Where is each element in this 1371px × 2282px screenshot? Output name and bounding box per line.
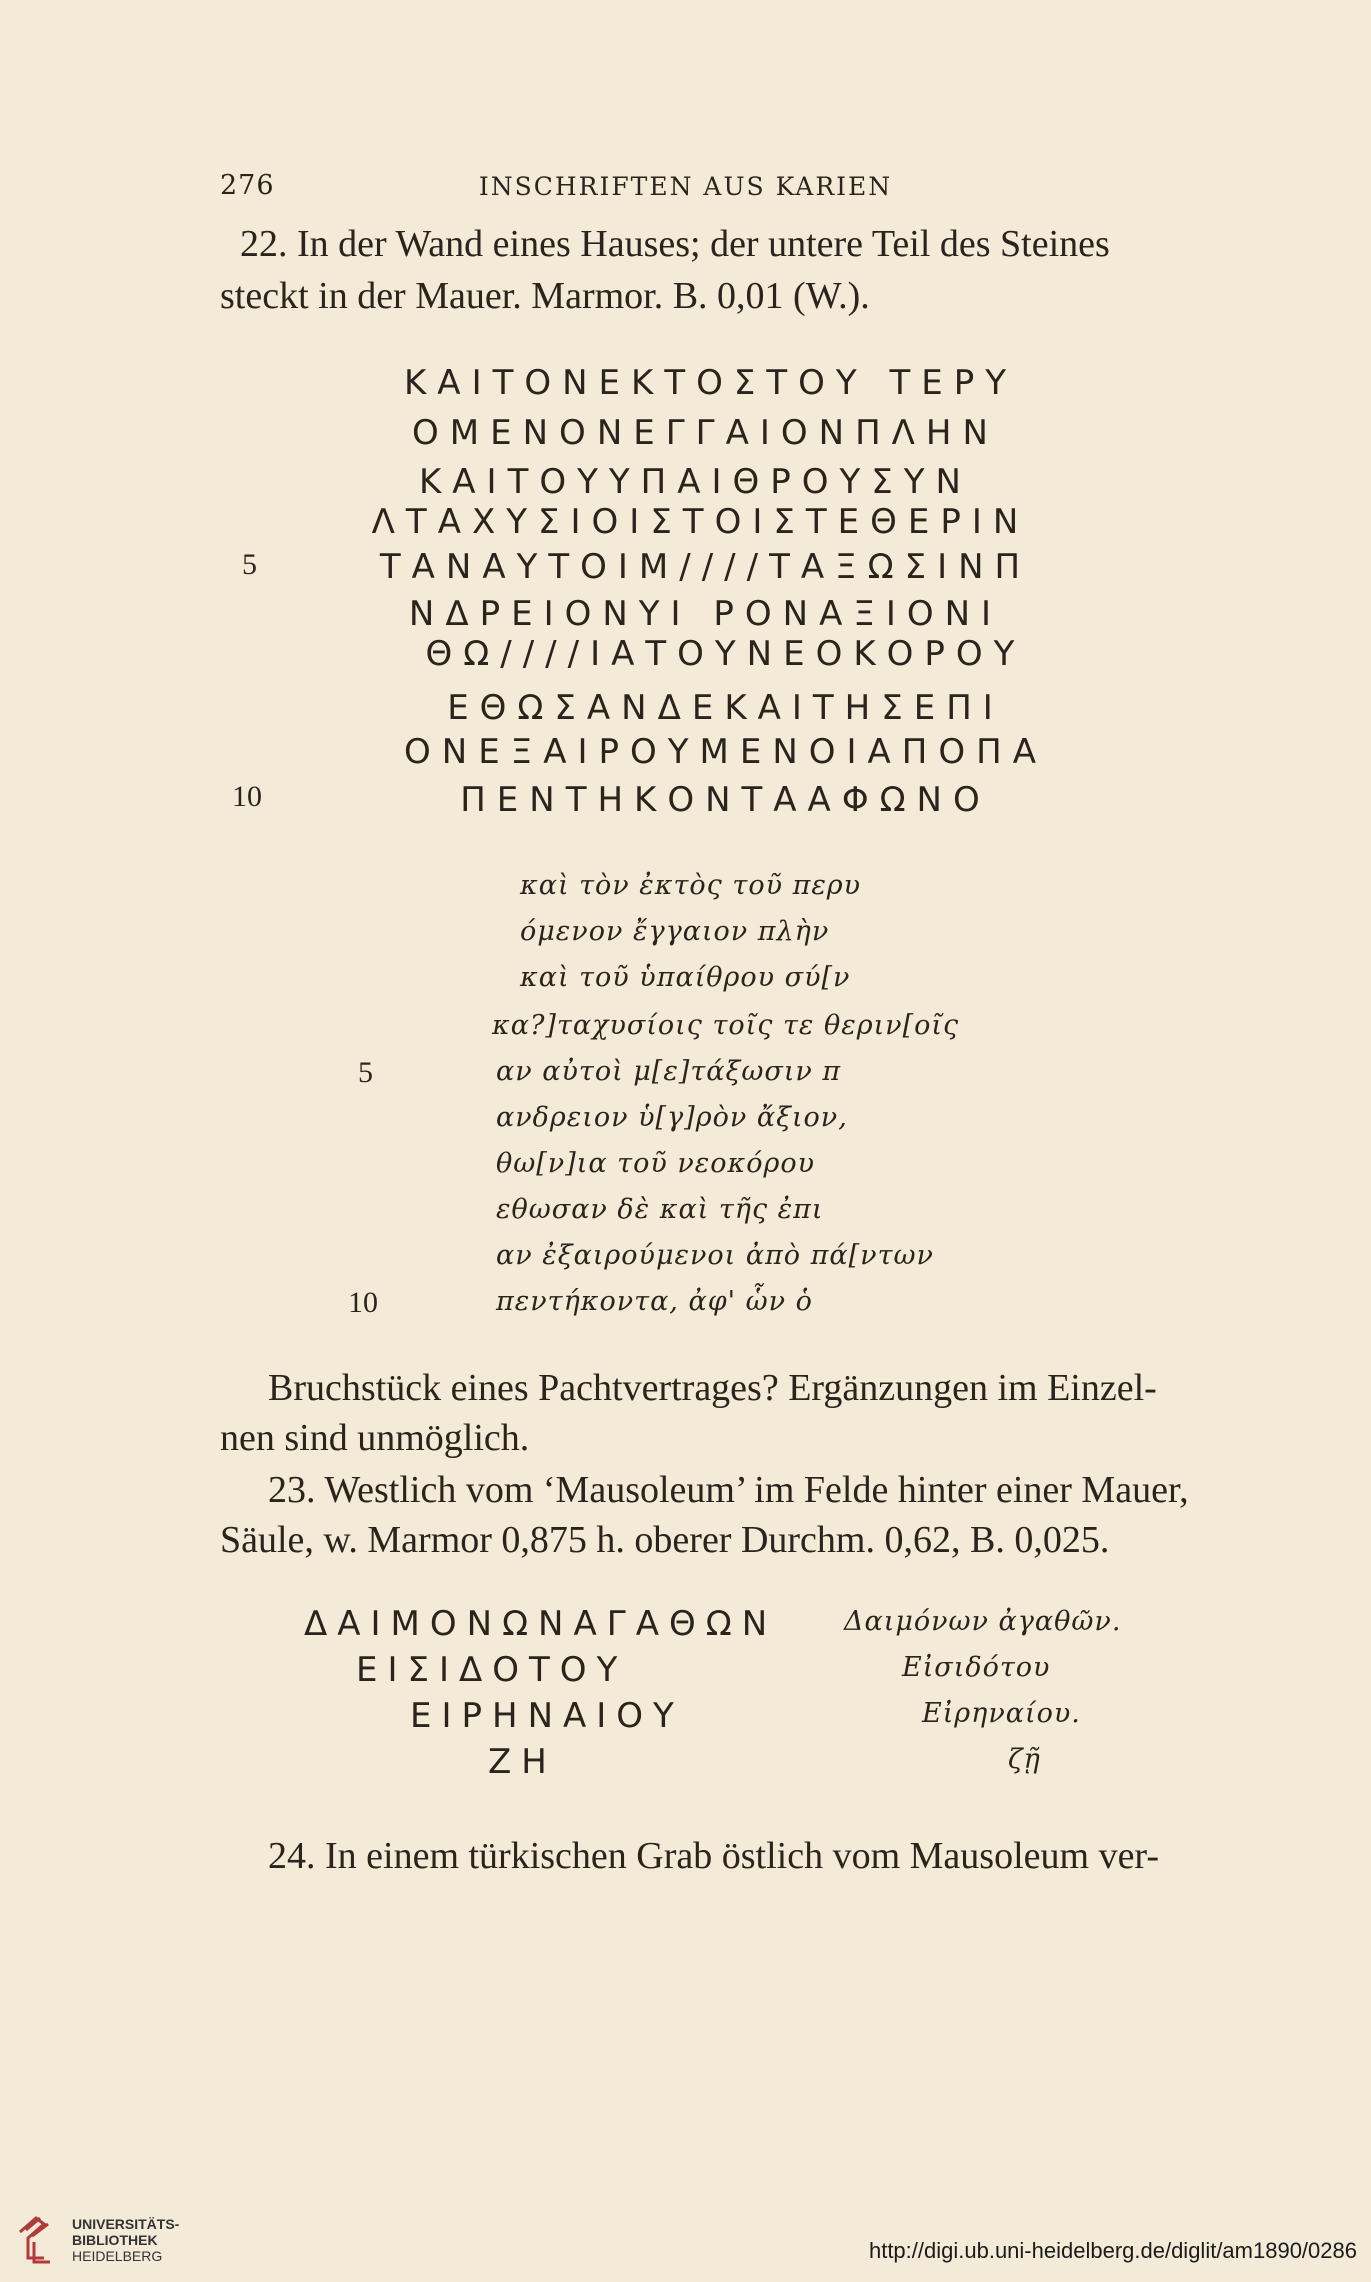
library-name-line-2: BIBLIOTHEK <box>72 2232 158 2248</box>
greek-line: αν ἐξαιρούμενοι ἀπὸ πά[ντων <box>496 1240 934 1271</box>
uncial-line: ΠΕΝΤΗΚΟΝΤΑΑΦΩΝΟ <box>460 780 991 820</box>
line-number: 5 <box>242 548 257 581</box>
entry-22-line-1: 22. In der Wand eines Hauses; der untere Teil des Steines <box>240 223 1110 265</box>
uncial-line: ΟΝΕΞΑΙΡΟΥΜΕΝΟΙΑΠΟΠΑ <box>404 732 1047 772</box>
greek-line: ανδρειον ὑ[γ]ρὸν ἄξιον, <box>496 1102 848 1133</box>
uncial-line: ΝΔΡΕΙΟΝΥΙ ΡΟΝΑΞΙΟΝΙ <box>408 594 1003 634</box>
greek-line: θω[ν]ια τοῦ νεοκόρου <box>496 1148 816 1179</box>
greek-line: κα?]ταχυσίοις τοῖς τε θεριν[οῖς <box>492 1010 960 1041</box>
greek-line: Δαιμόνων ἀγαθῶν. <box>844 1606 1122 1637</box>
uncial-line: ΤΑΝΑΥΤΟΙΜ////ΤΑΞΩΣΙΝΠ <box>379 547 1032 587</box>
entry-23-line-2: Säule, w. Marmor 0,875 h. oberer Durchm. 0,62, B. 0,025. <box>220 1519 1110 1561</box>
uncial-line: ΕΙΣΙΔΟΤΟΥ <box>356 1650 628 1690</box>
uncial-line: ΔΑΙΜΟΝΩΝΑΓΑΘΩΝ <box>304 1604 778 1644</box>
greek-line: Εἰσιδότου <box>902 1652 1051 1683</box>
library-name-line-3: HEIDELBERG <box>72 2248 163 2264</box>
running-title: INSCHRIFTEN AUS KARIEN <box>478 172 893 201</box>
line-number: 10 <box>232 780 262 813</box>
commentary-line-2: nen sind unmöglich. <box>220 1417 530 1459</box>
greek-line: εθωσαν δὲ καὶ τῆς ἐπι <box>496 1194 824 1225</box>
entry-24-line-1: 24. In einem türkischen Grab östlich vom Mausoleum ver- <box>268 1835 1159 1877</box>
entry-22-line-2: steckt in der Mauer. Marmor. B. 0,01 (W.). <box>220 275 870 317</box>
line-number: 10 <box>348 1286 378 1319</box>
library-name-line-1: UNIVERSITÄTS- <box>72 2216 180 2232</box>
greek-line: καὶ τοῦ ὑπαίθρου σύ[ν <box>520 962 851 993</box>
entry-23-line-1: 23. Westlich vom ‘Mausoleum’ im Felde hinter einer Mauer, <box>268 1469 1189 1511</box>
uncial-line: ΕΘΩΣΑΝΔΕΚΑΙΤΗΣΕΠΙ <box>447 688 1004 728</box>
greek-line: ζῇ <box>1008 1744 1041 1775</box>
greek-line: αν αὐτοὶ μ[ε]τάξωσιν π <box>496 1056 842 1087</box>
uncial-line: ΚΑΙΤΟΥΥΠΑΙΘΡΟΥΣΥΝ <box>419 462 972 502</box>
uncial-line: ΕΙΡΗΝΑΙΟΥ <box>410 1696 684 1736</box>
greek-line: όμενον ἔγγαιον πλὴν <box>520 916 830 947</box>
line-number: 5 <box>358 1056 373 1089</box>
library-emblem-icon <box>14 2212 58 2266</box>
greek-line: πεντήκοντα, ἀφ' ὧν ὁ <box>496 1286 813 1317</box>
library-logo <box>14 2212 180 2274</box>
uncial-line: ΟΜΕΝΟΝΕΓΓΑΙΟΝΠΛΗΝ <box>412 413 999 453</box>
greek-line: καὶ τὸν ἐκτὸς τοῦ περυ <box>520 870 862 901</box>
greek-line: Εἰρηναίου. <box>922 1698 1081 1729</box>
uncial-line: ΖΗ <box>488 1742 557 1782</box>
source-url-link[interactable]: http://digi.ub.uni-heidelberg.de/diglit/am1890/0286 <box>868 2238 1357 2263</box>
commentary-line-1: Bruchstück eines Pachtvertrages? Ergänzungen im Einzel- <box>268 1367 1157 1409</box>
uncial-line: ΚΑΙΤΟΝΕΚΤΟΣΤΟΥ ΤΕΡΥ <box>404 363 1017 403</box>
page-number: 276 <box>220 170 275 201</box>
uncial-line: ΛΤΑΧΥΣΙΟΙΣΤΟΙΣΤΕΘΕΡΙΝ <box>371 502 1030 542</box>
uncial-line: ΘΩ////ΙΑΤΟΥΝΕΟΚΟΡΟΥ <box>425 634 1026 674</box>
